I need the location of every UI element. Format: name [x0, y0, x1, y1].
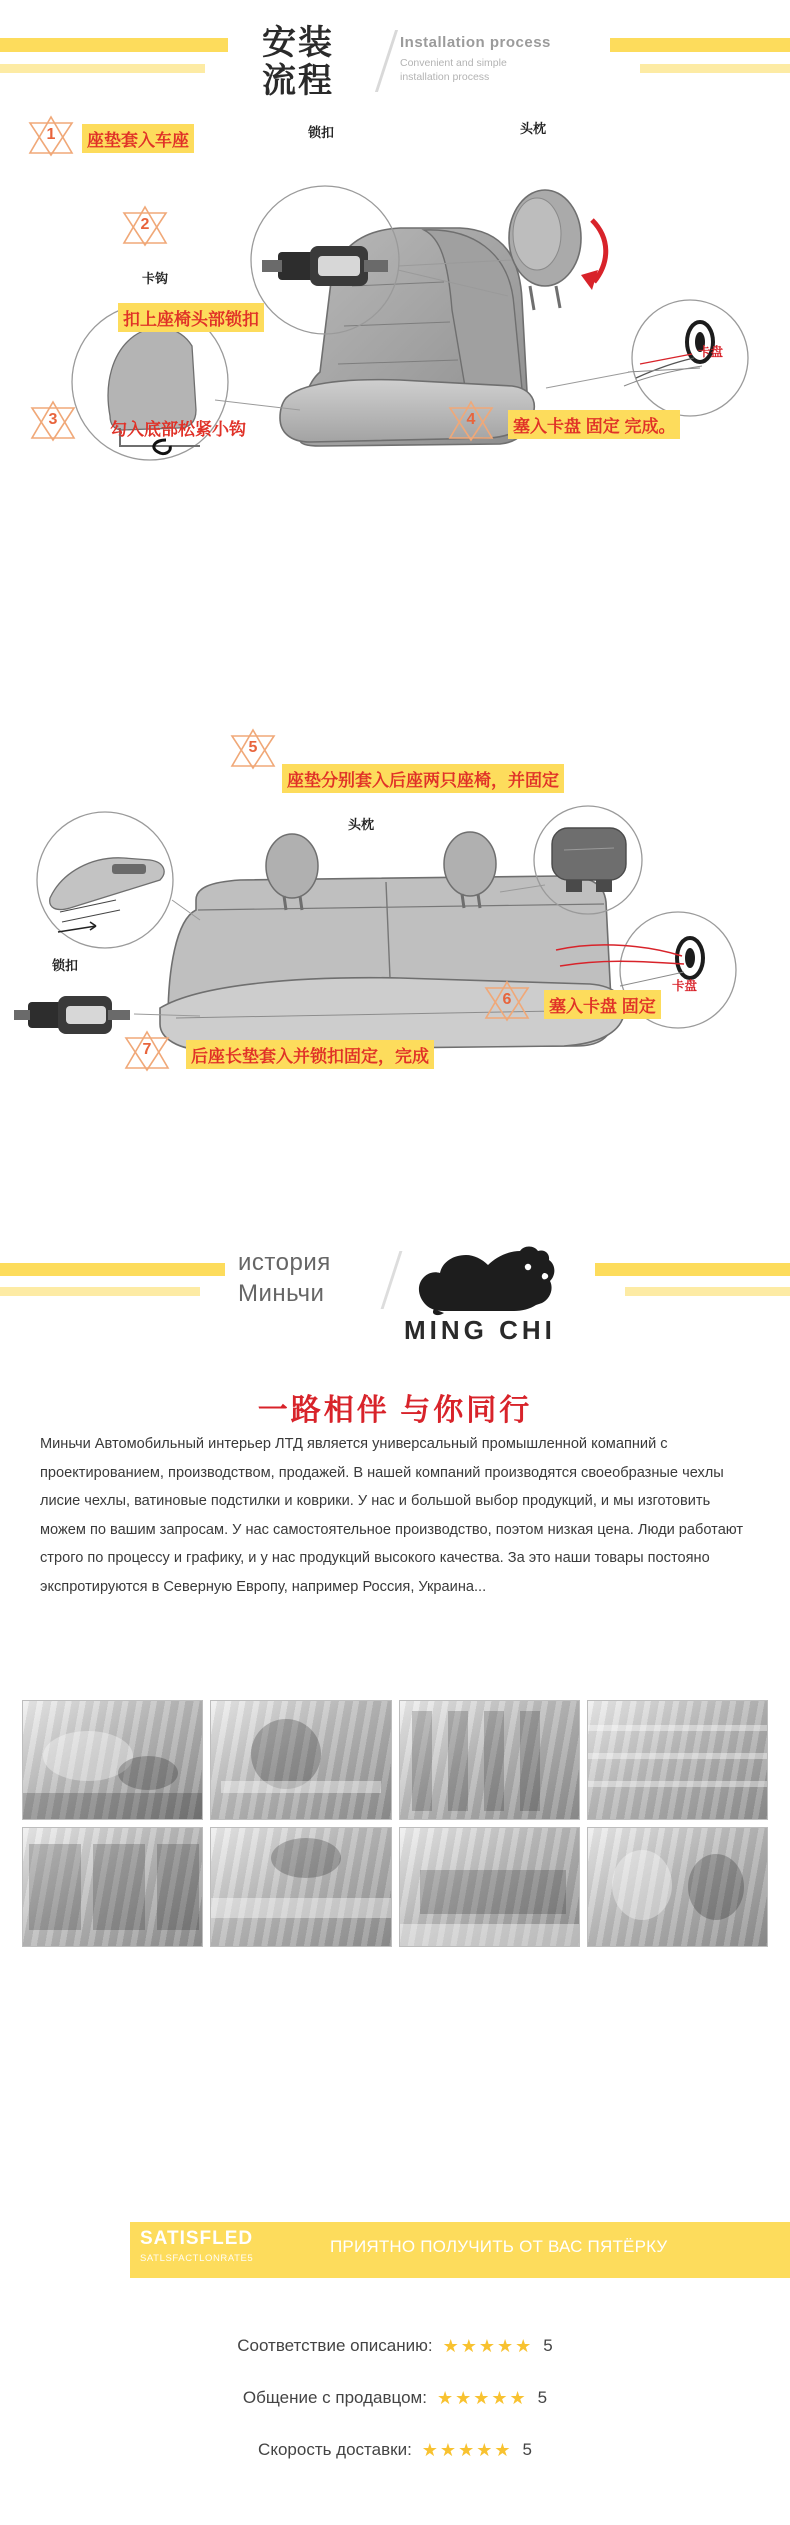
step-badge-7 [124, 1030, 170, 1072]
step-badge-2 [122, 205, 168, 247]
step-label-6: 塞入卡盘 固定 [544, 990, 661, 1019]
step-badge-1 [28, 115, 74, 157]
callout-headrest-bottom: 头枕 [348, 817, 375, 832]
callout-lock-buckle-bottom: 锁扣 [52, 958, 79, 973]
photo-warehouse [22, 1827, 203, 1947]
header-bar-left-thin [0, 64, 205, 73]
photo-factory-line [587, 1700, 768, 1820]
header-bar-right-thin [640, 64, 790, 73]
banner-subtitle-en: SATLSFACTLONRATE5 [140, 2253, 254, 2264]
brand-bar-right-thin [625, 1287, 790, 1296]
step-number-4: 4 [466, 411, 476, 428]
brand-header [0, 1245, 790, 1355]
photo-sewing-machine [210, 1700, 391, 1820]
brand-slogan: 一路相伴 与你同行 [257, 1394, 533, 1427]
rear-buckle-illustration [14, 996, 130, 1034]
step-label-3: 勾入底部松紧小钩 [110, 420, 246, 439]
brand-bar-left-thin [0, 1287, 200, 1296]
callout-headrest-top: 头枕 [520, 121, 547, 136]
header-title-cn [262, 24, 334, 100]
step-number-6: 6 [502, 991, 512, 1008]
callout-lock-buckle-top: 锁扣 [308, 125, 335, 140]
satisfaction-banner [0, 2222, 790, 2278]
front-seat-installation-diagram [0, 110, 790, 480]
banner-title-en: SATISFLED [140, 2228, 254, 2249]
brand-bar-right [595, 1263, 790, 1276]
rating-value-communication: 5 [537, 2388, 548, 2407]
step-badge-5 [230, 728, 276, 770]
rating-row-description [0, 2320, 790, 2372]
step-number-5: 5 [248, 739, 258, 756]
brand-name: MING CHI [404, 1315, 556, 1345]
brand-history-line2: Миньчи [238, 1280, 325, 1307]
rating-value-shipping: 5 [522, 2440, 532, 2459]
step-badge-4 [448, 400, 494, 442]
header-subtitle-line1: Convenient and simple [400, 57, 507, 69]
rating-value-description: 5 [543, 2336, 553, 2355]
installation-header [0, 14, 790, 100]
company-description: Миньчи Автомобильный интерьер ЛТД является универсальный промышленной комапний с проектированием, производством, продажей. В нашей компаний производятся своеобразные чехлы лисие чехлы, ватиновые подстилки и коврики. У нас и большой выбор продукций, и мы изготовить можем по вашим запросам. У нас самостоятельное производство, поэтом низкая цена. Люди работают строго по процессу и графику, и у нас продукций высокого качества. За это наши товары постояно экспротируются в Северную Европу, например Россия, Украина... [40, 1436, 744, 1595]
callout-disc-top: 卡盘 [698, 345, 724, 359]
photo-factory-building [399, 1827, 580, 1947]
header-bar-left [0, 38, 228, 52]
step-label-7: 后座长垫套入并锁扣固定，完成 [186, 1040, 434, 1069]
rating-label-shipping: Скорость доставки: [258, 2440, 412, 2459]
step-number-3: 3 [48, 411, 58, 428]
header-title-cn-line1: 安装 [262, 24, 334, 62]
rating-row-communication [0, 2372, 790, 2424]
header-title-en: Installation process [400, 34, 551, 51]
header-title-cn-line2: 流程 [262, 62, 334, 100]
photo-row-1 [22, 1700, 768, 1820]
callout-hook-top: 卡钩 [142, 271, 169, 286]
factory-photo-grid [22, 1700, 768, 1954]
banner-title-ru: ПРИЯТНО ПОЛУЧИТЬ ОТ ВАС ПЯТЁРКУ [330, 2237, 668, 2256]
step-label-5: 座垫分别套入后座两只座椅，并固定 [282, 764, 564, 793]
step-number-7: 7 [142, 1041, 152, 1058]
step-number-1: 1 [46, 126, 56, 143]
step-badge-3 [30, 400, 76, 442]
step-number-2: 2 [140, 216, 150, 233]
callout-disc-bottom: 卡盘 [672, 979, 698, 993]
step-badge-6 [484, 980, 530, 1022]
photo-sewing-hands [22, 1700, 203, 1820]
brand-history-text [238, 1247, 331, 1309]
bear-logo-icon [404, 1243, 564, 1319]
step-label-4: 塞入卡盘 固定 完成。 [508, 410, 680, 439]
step-label-2: 扣上座椅头部锁扣 [118, 303, 264, 332]
brand-bar-left [0, 1263, 225, 1276]
photo-workshop [210, 1827, 391, 1947]
rating-row-shipping [0, 2424, 790, 2476]
header-subtitle-en [400, 56, 507, 84]
header-divider [375, 30, 398, 92]
brand-history-line1: история [238, 1249, 331, 1276]
rating-label-communication: Общение с продавцом: [242, 2388, 427, 2407]
header-bar-right [610, 38, 790, 52]
rating-stars-shipping: ★★★★★ [421, 2439, 513, 2460]
rear-seat-installation-diagram [0, 739, 790, 1110]
header-subtitle-line2: installation process [400, 71, 490, 83]
photo-fabric-rolls [399, 1700, 580, 1820]
banner-white-block [0, 2222, 130, 2278]
rating-stars-description: ★★★★★ [442, 2335, 534, 2356]
brand-divider [381, 1251, 403, 1309]
rating-label-description: Соответствие описанию: [237, 2336, 433, 2355]
photo-car-interior [587, 1827, 768, 1947]
ratings-list [0, 2320, 790, 2476]
step-label-1: 座垫套入车座 [82, 124, 194, 153]
photo-row-2 [22, 1827, 768, 1947]
rating-stars-communication: ★★★★★ [436, 2387, 528, 2408]
